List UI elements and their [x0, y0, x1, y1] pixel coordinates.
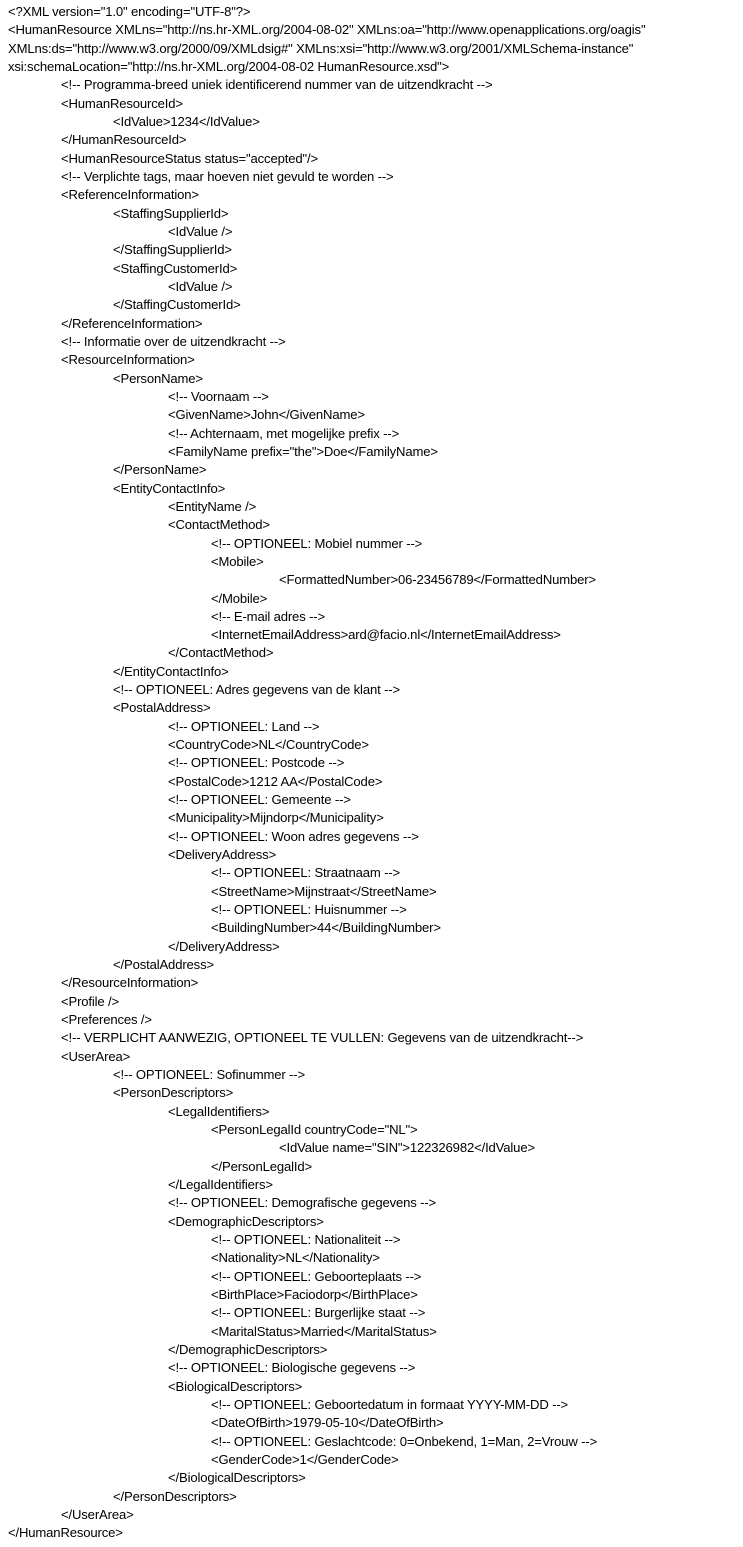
xml-line: <!-- VERPLICHT AANWEZIG, OPTIONEEL TE VULLEN: Gegevens van de uitzendkracht--> — [61, 1030, 584, 1046]
xml-line: <StaffingCustomerId> — [113, 260, 238, 276]
xml-line: <Nationality>NL</Nationality> — [211, 1250, 380, 1266]
xml-line: <HumanResource XMLns="http://ns.hr-XML.org/2004-08-02" XMLns:oa="http://www.openapplications.org/oagis" — [8, 22, 646, 38]
xml-line: <IdValue /> — [168, 278, 233, 294]
xml-line: <!-- OPTIONEEL: Land --> — [168, 718, 320, 734]
xml-line: </ContactMethod> — [168, 645, 274, 661]
xml-line: <Preferences /> — [61, 1012, 152, 1028]
xml-line: <!-- OPTIONEEL: Adres gegevens van de klant --> — [113, 682, 400, 698]
xml-line: <PersonName> — [113, 370, 203, 386]
xml-line: </LegalIdentifiers> — [168, 1177, 273, 1192]
xml-line: </PersonLegalId> — [211, 1158, 312, 1174]
xml-line: <InternetEmailAddress>ard@facio.nl</InternetEmailAddress> — [211, 627, 561, 643]
xml-line: <!-- OPTIONEEL: Gemeente --> — [168, 792, 351, 808]
xml-line: <UserArea> — [61, 1048, 131, 1064]
xml-line: </ResourceInformation> — [61, 975, 199, 991]
xml-line: <MaritalStatus>Married</MaritalStatus> — [211, 1323, 437, 1339]
xml-line: </HumanResourceId> — [61, 132, 187, 148]
xml-line: </ReferenceInformation> — [61, 315, 203, 331]
xml-line: </EntityContactInfo> — [113, 663, 229, 679]
xml-line: <!-- OPTIONEEL: Straatnaam --> — [211, 865, 401, 881]
xml-line: </HumanResource> — [8, 1525, 123, 1541]
xml-line: <FamilyName prefix="the">Doe</FamilyName> — [168, 443, 438, 459]
xml-line: <HumanResourceId> — [61, 95, 183, 111]
xml-line: <!-- OPTIONEEL: Mobiel nummer --> — [211, 535, 423, 551]
xml-line: <EntityName /> — [168, 498, 257, 514]
xml-line: <ResourceInformation> — [61, 352, 195, 368]
xml-line: <Profile /> — [61, 993, 120, 1009]
xml-line: </Mobile> — [211, 590, 268, 606]
xml-line: XMLns:ds="http://www.w3.org/2000/09/XMLdsig#" XMLns:xsi="http://www.w3.org/2001/XMLSchema-instance" — [8, 40, 634, 56]
xml-line: <IdValue name="SIN">122326982</IdValue> — [279, 1140, 535, 1156]
xml-line: <ReferenceInformation> — [61, 187, 199, 203]
xml-line: xsi:schemaLocation="http://ns.hr-XML.org/2004-08-02 HumanResource.xsd"> — [8, 58, 450, 74]
xml-line: <HumanResourceStatus status="accepted"/> — [61, 150, 318, 166]
xml-line: </PostalAddress> — [113, 957, 214, 973]
xml-line: <!-- OPTIONEEL: Biologische gegevens --> — [168, 1360, 416, 1376]
xml-line: <CountryCode>NL</CountryCode> — [168, 737, 369, 753]
xml-line: <!-- E-mail adres --> — [211, 608, 325, 624]
xml-line: <GivenName>John</GivenName> — [168, 407, 365, 423]
xml-line: </PersonName> — [113, 462, 207, 478]
xml-line: </StaffingCustomerId> — [113, 297, 241, 313]
xml-line: <PersonLegalId countryCode="NL"> — [211, 1122, 418, 1138]
xml-line: <DeliveryAddress> — [168, 847, 277, 863]
xml-line: <PostalAddress> — [113, 700, 211, 716]
xml-line: <!-- OPTIONEEL: Huisnummer --> — [211, 902, 407, 918]
xml-line: </DemographicDescriptors> — [168, 1341, 328, 1357]
xml-line: <FormattedNumber>06-23456789</FormattedNumber> — [279, 572, 596, 588]
xml-line: <!-- OPTIONEEL: Sofinummer --> — [113, 1067, 305, 1083]
xml-line: <LegalIdentifiers> — [168, 1103, 270, 1119]
xml-line: <DateOfBirth>1979-05-10</DateOfBirth> — [211, 1415, 444, 1431]
xml-line: <!-- Voornaam --> — [168, 388, 269, 404]
xml-line: <!-- OPTIONEEL: Geboorteplaats --> — [211, 1268, 422, 1284]
xml-line: <!-- Programma-breed uniek identificerend nummer van de uitzendkracht --> — [61, 77, 493, 93]
xml-line: <!-- Informatie over de uitzendkracht --> — [61, 333, 286, 349]
xml-line: <BuildingNumber>44</BuildingNumber> — [211, 920, 441, 936]
xml-line: <!-- OPTIONEEL: Burgerlijke staat --> — [211, 1305, 426, 1321]
xml-line: <GenderCode>1</GenderCode> — [211, 1451, 399, 1467]
xml-line: <!-- Verplichte tags, maar hoeven niet gevuld te worden --> — [61, 168, 394, 184]
xml-line: </BiologicalDescriptors> — [168, 1470, 306, 1486]
xml-line: <ContactMethod> — [168, 517, 270, 533]
xml-line: </DeliveryAddress> — [168, 938, 280, 954]
xml-line: <!-- OPTIONEEL: Postcode --> — [168, 755, 345, 771]
xml-line: </StaffingSupplierId> — [113, 242, 232, 258]
xml-line: <PostalCode>1212 AA</PostalCode> — [168, 773, 383, 789]
xml-line: <IdValue>1234</IdValue> — [113, 113, 260, 129]
xml-line: <StreetName>Mijnstraat</StreetName> — [211, 883, 437, 899]
xml-line: <PersonDescriptors> — [113, 1085, 234, 1101]
xml-line: <!-- OPTIONEEL: Woon adres gegevens --> — [168, 828, 419, 844]
xml-line: <!-- OPTIONEEL: Nationaliteit --> — [211, 1231, 401, 1247]
xml-line: <!-- OPTIONEEL: Geslachtcode: 0=Onbekend, 1=Man, 2=Vrouw --> — [211, 1433, 598, 1449]
xml-line: <!-- OPTIONEEL: Demografische gegevens --> — [168, 1195, 437, 1211]
xml-line: <?XML version="1.0" encoding="UTF-8"?> — [8, 4, 251, 19]
xml-line: <Mobile> — [211, 553, 264, 569]
xml-line: <BiologicalDescriptors> — [168, 1378, 303, 1394]
xml-line: <BirthPlace>Faciodorp</BirthPlace> — [211, 1286, 418, 1302]
xml-line: </UserArea> — [61, 1506, 134, 1522]
xml-line: <IdValue /> — [168, 223, 233, 239]
xml-line: <Municipality>Mijndorp</Municipality> — [168, 810, 384, 826]
xml-line: <DemographicDescriptors> — [168, 1213, 324, 1229]
xml-line: <StaffingSupplierId> — [113, 205, 229, 221]
xml-line: <EntityContactInfo> — [113, 480, 226, 496]
xml-line: <!-- Achternaam, met mogelijke prefix --> — [168, 425, 400, 441]
xml-line: <!-- OPTIONEEL: Geboortedatum in formaat YYYY-MM-DD --> — [211, 1396, 569, 1412]
xml-line: </PersonDescriptors> — [113, 1488, 237, 1504]
